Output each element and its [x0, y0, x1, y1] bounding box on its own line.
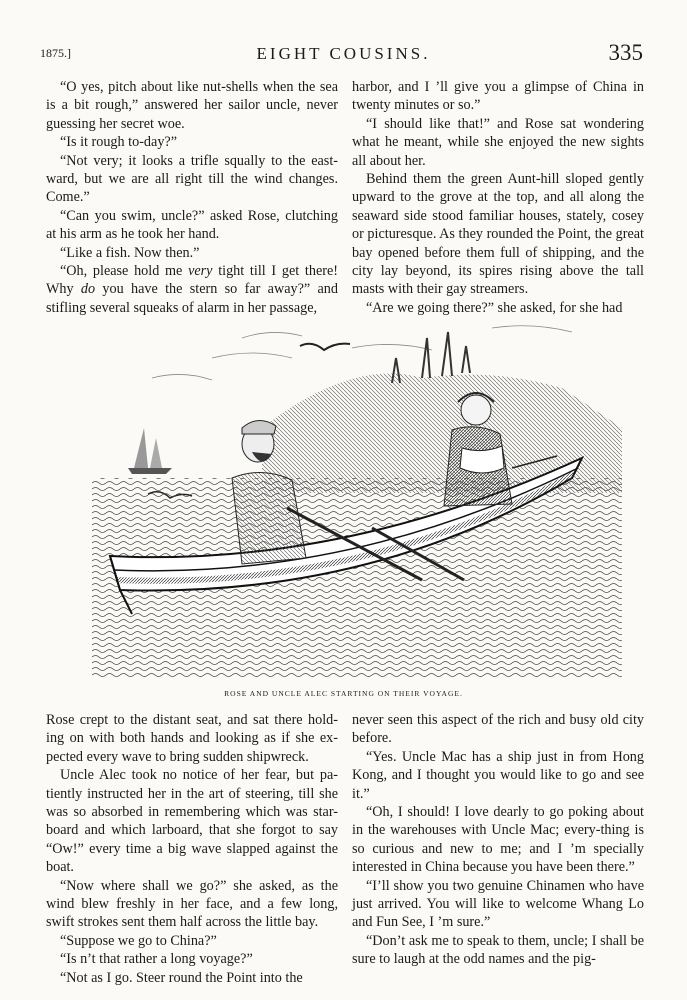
text-run: harbor, and I ’ll give you a glimpse of China in twenty minutes or so.” — [352, 79, 644, 114]
paragraph — [46, 711, 338, 766]
paragraph — [46, 262, 338, 317]
text-run: Behind them the green Aunt-hill sloped gently upward to the grove at the top, and all along the seaward side stood familiar houses, stately, cosey or picturesque. As they rounded the Point, the great bay opened before them full of shipping, and the city lay beyond, its spires rising above the tall masts with their gay streamers. — [352, 171, 644, 298]
boat-illustration — [92, 318, 622, 680]
text-run: “Is n’t that rather a long voyage?” — [60, 951, 253, 968]
text-run: “Are we going there?” she asked, for she had — [366, 299, 623, 316]
text-run: “Not very; it looks a trifle squally to the east-ward, but we are all right till the wind changes. Come.” — [46, 152, 338, 206]
illustration-caption: ROSE AND UNCLE ALEC STARTING ON THEIR VOYAGE. — [224, 689, 463, 698]
text-run: “Suppose we go to China?” — [60, 932, 217, 949]
text-run: never seen this aspect of the rich and busy old city before. — [352, 712, 644, 747]
text-run: “I’ll show you two genuine Chinamen who have just arrived. You will like to welcome Whang Lo and Fun See, I ’m sure.” — [352, 877, 644, 931]
text-run: “Don’t ask me to speak to them, uncle; I shall be sure to laugh at the odd names and the pig- — [352, 932, 644, 968]
sailing-ship — [128, 428, 172, 474]
paragraph — [46, 133, 338, 151]
paragraph — [46, 877, 338, 932]
page-number: 335 — [608, 40, 643, 65]
seagull-icon — [300, 344, 350, 350]
paragraph — [46, 78, 338, 133]
text-run: Uncle Alec took no notice of her fear, but pa-tiently instructed her in the art of steering, till she was so absorbed in remembering which was star-board and which larboard, that she forgot to say “Ow!” every time a big wave slapped against the boat. — [46, 767, 338, 876]
paragraph — [352, 78, 644, 115]
paragraph — [352, 170, 644, 299]
text-column-top-left — [46, 78, 338, 317]
running-title: EIGHT COUSINS. — [256, 44, 431, 63]
paragraph — [352, 115, 644, 170]
paragraph — [46, 207, 338, 244]
text-run: “Like a fish. Now then.” — [60, 244, 200, 261]
text-column-top-right — [352, 78, 644, 317]
paragraph — [46, 969, 338, 987]
paragraph — [352, 877, 644, 932]
paragraph — [352, 932, 644, 969]
text-run: “Can you swim, uncle?” asked Rose, clutching at his arm as he took her hand. — [46, 207, 338, 243]
year-label: 1875.] — [40, 46, 71, 60]
emphasis-text: do — [80, 281, 96, 298]
text-column-bottom-left — [46, 711, 338, 987]
paragraph — [46, 766, 338, 876]
page-header — [40, 38, 647, 68]
text-run: tight till I get there! Why — [46, 263, 338, 298]
paragraph — [352, 299, 644, 317]
text-run: “I should like that!” and Rose sat wondering what he meant, while she enjoyed the new sights all about her. — [352, 115, 644, 169]
paragraph — [46, 152, 338, 207]
engraving-image — [92, 318, 622, 680]
text-run: “Now where shall we go?” she asked, as the wind blew freshly in her face, and a few long, swift strokes sent them half across the little bay. — [46, 877, 338, 931]
text-run: you have the stern so far away?” and stifling several squeaks of alarm in her passage, — [46, 281, 338, 316]
text-run: Rose crept to the distant seat, and sat there hold-ing on with both hands and looking as if she ex-pected every wave to bring sudden shipwreck. — [46, 712, 338, 765]
paragraph — [352, 803, 644, 877]
text-run: “Not as I go. Steer round the Point into the — [60, 969, 303, 986]
paragraph — [352, 748, 644, 803]
paragraph — [46, 950, 338, 968]
emphasis-text: very — [188, 263, 213, 280]
paragraph — [352, 711, 644, 748]
text-run: “Oh, please hold me — [60, 263, 189, 280]
text-run: “Is it rough to-day?” — [60, 134, 178, 151]
text-run: “O yes, pitch about like nut-shells when the sea is a bit rough,” answered her sailor uncle, never guessing her secret woe. — [46, 79, 338, 132]
paragraph — [46, 932, 338, 950]
text-run: “Oh, I should! I love dearly to go poking about in the warehouses with Uncle Mac; every-thing is so curious and new to me; and I ’m specially interested in China because you have been there.” — [352, 804, 644, 876]
paragraph — [46, 244, 338, 262]
sky — [152, 326, 572, 380]
text-run: “Yes. Uncle Mac has a ship just in from Hong Kong, and I thought you would like to go and see it.” — [352, 748, 644, 802]
text-column-bottom-right — [352, 711, 644, 969]
